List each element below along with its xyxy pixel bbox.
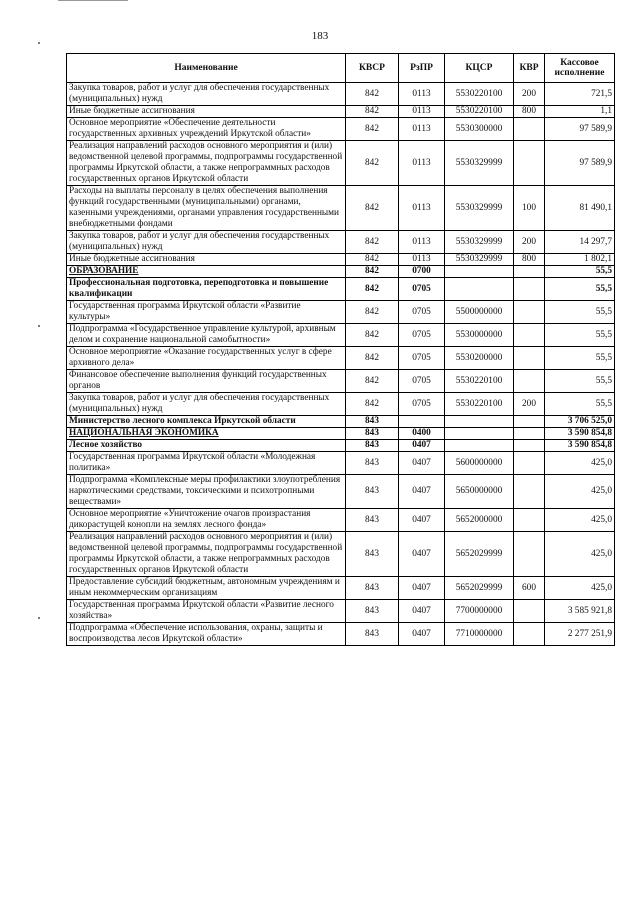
cell-kvsr: 842 [346,83,399,106]
cell-kcsr: 5530329999 [445,254,514,266]
cell-execution: 1 802,1 [545,254,615,266]
cell-kcsr: 5652000000 [445,509,514,532]
cell-kvr [514,475,545,509]
cell-execution: 55,5 [545,266,615,278]
cell-kvsr: 842 [346,186,399,231]
cell-name: Подпрограмма «Комплексные меры профилактики злоупотребления наркотическими средствами, токсическими и психотропными веществами» [67,475,346,509]
cell-kcsr: 7710000000 [445,623,514,646]
table-row [67,266,615,278]
cell-kvsr: 842 [346,393,399,416]
cell-kcsr: 5500000000 [445,301,514,324]
cell-kcsr: 5650000000 [445,475,514,509]
cell-rzpr: 0407 [399,577,445,600]
table-row [67,324,615,347]
cell-kvr [514,623,545,646]
cell-kvr [514,428,545,440]
header-kvsr: КВСР [346,54,399,83]
table-row [67,623,615,646]
table-row [67,231,615,254]
cell-kvsr: 842 [346,254,399,266]
cell-kvr [514,600,545,623]
cell-name: ОБРАЗОВАНИЕ [67,266,346,278]
cell-kvsr: 843 [346,428,399,440]
cell-rzpr: 0407 [399,475,445,509]
cell-kvr [514,532,545,577]
cell-name: Государственная программа Иркутской области «Молодежная политика» [67,452,346,475]
cell-kcsr: 5530329999 [445,186,514,231]
cell-name: Финансовое обеспечение выполнения функций государственных органов [67,370,346,393]
cell-kvsr: 843 [346,475,399,509]
cell-kcsr: 5652029999 [445,532,514,577]
cell-execution: 81 490,1 [545,186,615,231]
table-row [67,416,615,428]
table-row [67,440,615,452]
cell-kcsr [445,266,514,278]
cell-kcsr: 5530300000 [445,118,514,141]
scan-speck [38,617,40,619]
cell-rzpr: 0113 [399,141,445,186]
cell-execution: 425,0 [545,532,615,577]
table-row [67,278,615,301]
cell-rzpr: 0407 [399,452,445,475]
cell-kcsr: 5530200000 [445,347,514,370]
cell-name: Основное мероприятие «Уничтожение очагов произрастания дикорастущей конопли на землях лесного фонда» [67,509,346,532]
cell-rzpr: 0407 [399,509,445,532]
cell-name: Иные бюджетные ассигнования [67,106,346,118]
cell-kvr: 200 [514,393,545,416]
table-row [67,141,615,186]
cell-rzpr: 0407 [399,600,445,623]
table-row [67,428,615,440]
cell-execution: 721,5 [545,83,615,106]
cell-execution: 14 297,7 [545,231,615,254]
cell-execution: 97 589,9 [545,118,615,141]
cell-rzpr: 0113 [399,83,445,106]
cell-kcsr: 5530220100 [445,106,514,118]
cell-kvr [514,416,545,428]
header-kvr: КВР [514,54,545,83]
cell-name: Иные бюджетные ассигнования [67,254,346,266]
cell-rzpr: 0705 [399,324,445,347]
cell-execution: 3 590 854,8 [545,428,615,440]
cell-kvr: 200 [514,231,545,254]
cell-kvsr: 843 [346,440,399,452]
cell-kcsr [445,416,514,428]
cell-rzpr: 0705 [399,347,445,370]
cell-name: Закупка товаров, работ и услуг для обеспечения государственных (муниципальных) нужд [67,231,346,254]
cell-execution: 55,5 [545,370,615,393]
cell-name: Подпрограмма «Государственное управление культурой, архивным делом и сохранение национальной самобытности» [67,324,346,347]
cell-kvsr: 842 [346,301,399,324]
scan-speck [38,42,40,44]
cell-kvr [514,301,545,324]
cell-kvr [514,440,545,452]
table-row [67,106,615,118]
table-header-row [67,54,615,83]
cell-execution: 97 589,9 [545,141,615,186]
cell-kvr [514,266,545,278]
table-row [67,600,615,623]
cell-rzpr: 0113 [399,254,445,266]
header-kcsr: КЦСР [445,54,514,83]
cell-kvsr: 843 [346,452,399,475]
header-name: Наименование [67,54,346,83]
table-row [67,118,615,141]
cell-execution: 55,5 [545,324,615,347]
cell-kvsr: 842 [346,266,399,278]
cell-kcsr: 5530000000 [445,324,514,347]
cell-rzpr: 0113 [399,106,445,118]
cell-name: Закупка товаров, работ и услуг для обеспечения государственных (муниципальных) нужд [67,393,346,416]
cell-kcsr [445,278,514,301]
cell-kvsr: 843 [346,416,399,428]
cell-kvsr: 842 [346,370,399,393]
cell-kvsr: 843 [346,600,399,623]
cell-name: Расходы на выплаты персоналу в целях обеспечения выполнения функций государственными (муниципальными) органами, казенными учреждениями, органами управления государственными внебюджетными фондами [67,186,346,231]
cell-execution: 425,0 [545,475,615,509]
cell-kvr [514,370,545,393]
cell-kcsr: 5530220100 [445,370,514,393]
cell-kvr: 600 [514,577,545,600]
cell-rzpr: 0113 [399,186,445,231]
cell-kcsr: 5530220100 [445,393,514,416]
table-row [67,370,615,393]
cell-kvr [514,452,545,475]
cell-rzpr [399,416,445,428]
cell-kcsr: 5530329999 [445,231,514,254]
cell-kvsr: 843 [346,623,399,646]
cell-kvr: 800 [514,106,545,118]
cell-name: НАЦИОНАЛЬНАЯ ЭКОНОМИКА [67,428,346,440]
cell-rzpr: 0113 [399,118,445,141]
page-number: 183 [311,30,329,42]
cell-name: Закупка товаров, работ и услуг для обеспечения государственных (муниципальных) нужд [67,83,346,106]
cell-kvr [514,118,545,141]
cell-name: Реализация направлений расходов основного мероприятия и (или) ведомственной целевой программы, подпрограммы государственной программы Иркутской области, а также непрограммных расходов государственных органов Иркутской области [67,532,346,577]
cell-name: Реализация направлений расходов основного мероприятия и (или) ведомственной целевой программы, подпрограммы государственной программы Иркутской области, а также непрограммных расходов государственных органов Иркутской области [67,141,346,186]
cell-kvsr: 843 [346,577,399,600]
cell-rzpr: 0705 [399,393,445,416]
table-row [67,301,615,324]
header-rzpr: РзПР [399,54,445,83]
table-row [67,393,615,416]
cell-name: Основное мероприятие «Оказание государственных услуг в сфере архивного дела» [67,347,346,370]
cell-rzpr: 0407 [399,440,445,452]
table-row [67,509,615,532]
cell-kvsr: 842 [346,118,399,141]
cell-kvsr: 843 [346,532,399,577]
cell-kcsr: 5530220100 [445,83,514,106]
cell-kvsr: 842 [346,141,399,186]
cell-execution: 55,5 [545,393,615,416]
cell-rzpr: 0407 [399,623,445,646]
cell-execution: 425,0 [545,577,615,600]
cell-kvsr: 842 [346,106,399,118]
cell-kvr: 800 [514,254,545,266]
cell-execution: 1,1 [545,106,615,118]
cell-kvsr: 842 [346,324,399,347]
cell-rzpr: 0407 [399,532,445,577]
cell-name: Лесное хозяйство [67,440,346,452]
cell-execution: 3 590 854,8 [545,440,615,452]
table-row [67,254,615,266]
table-row [67,347,615,370]
cell-rzpr: 0113 [399,231,445,254]
cell-kcsr: 5652029999 [445,577,514,600]
cell-execution: 55,5 [545,347,615,370]
cell-execution: 55,5 [545,301,615,324]
cell-name: Государственная программа Иркутской области «Развитие культуры» [67,301,346,324]
cell-kvr: 200 [514,83,545,106]
cell-kvsr: 842 [346,278,399,301]
cell-name: Государственная программа Иркутской области «Развитие лесного хозяйства» [67,600,346,623]
cell-kcsr: 7700000000 [445,600,514,623]
table-row [67,475,615,509]
cell-kvr [514,347,545,370]
cell-kcsr: 5530329999 [445,141,514,186]
cell-execution: 55,5 [545,278,615,301]
table-row [67,532,615,577]
table-row [67,577,615,600]
cell-rzpr: 0700 [399,266,445,278]
cell-rzpr: 0705 [399,278,445,301]
cell-execution: 3 706 525,0 [545,416,615,428]
top-edge-line [58,0,128,1]
cell-execution: 425,0 [545,509,615,532]
cell-execution: 425,0 [545,452,615,475]
cell-name: Предоставление субсидий бюджетным, автономным учреждениям и иным некоммерческим организациям [67,577,346,600]
cell-execution: 3 585 921,8 [545,600,615,623]
cell-name: Основное мероприятие «Обеспечение деятельности государственных архивных учреждений Иркутской области» [67,118,346,141]
cell-rzpr: 0705 [399,301,445,324]
cell-name: Подпрограмма «Обеспечение использования, охраны, защиты и воспроизводства лесов Иркутской области» [67,623,346,646]
header-execution: Кассовое исполнение [545,54,615,83]
cell-kvr [514,324,545,347]
cell-name: Профессиональная подготовка, переподготовка и повышение квалификации [67,278,346,301]
budget-table [66,53,615,646]
cell-kvsr: 842 [346,231,399,254]
table-row [67,452,615,475]
cell-kvsr: 842 [346,347,399,370]
cell-rzpr: 0400 [399,428,445,440]
cell-kvr [514,278,545,301]
scan-speck [38,325,40,327]
cell-kcsr: 5600000000 [445,452,514,475]
cell-kcsr [445,440,514,452]
table-body [67,83,615,646]
cell-kvr [514,141,545,186]
cell-rzpr: 0705 [399,370,445,393]
cell-execution: 2 277 251,9 [545,623,615,646]
cell-kvr: 100 [514,186,545,231]
table-row [67,83,615,106]
table-row [67,186,615,231]
cell-name: Министерство лесного комплекса Иркутской области [67,416,346,428]
cell-kcsr [445,428,514,440]
cell-kvsr: 843 [346,509,399,532]
cell-kvr [514,509,545,532]
